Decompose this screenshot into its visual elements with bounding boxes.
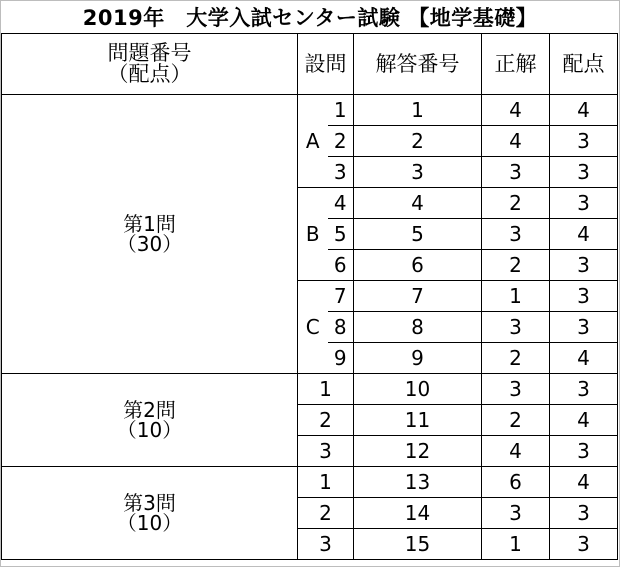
answer-number: 8 (354, 312, 482, 343)
answer-number: 15 (354, 529, 482, 560)
sub-question-number: 3 (298, 436, 354, 467)
sub-question-number: 2 (298, 498, 354, 529)
sub-question-number: 4 (328, 188, 354, 219)
answer-number: 5 (354, 219, 482, 250)
sub-question-number: 1 (328, 95, 354, 126)
points-value: 4 (550, 95, 618, 126)
sub-question-number: 3 (328, 157, 354, 188)
sub-question-number: 2 (328, 126, 354, 157)
sub-question-number: 5 (328, 219, 354, 250)
answer-table (1, 33, 618, 560)
question-group-cell (2, 374, 298, 467)
sub-question-number: 8 (328, 312, 354, 343)
answer-number: 4 (354, 188, 482, 219)
answer-number: 3 (354, 157, 482, 188)
answer-number: 13 (354, 467, 482, 498)
header-row (2, 34, 618, 95)
header-sub-question: 設問 (298, 34, 354, 95)
header-points-label: （配点） (107, 62, 192, 86)
points-value: 3 (550, 281, 618, 312)
points-value: 3 (550, 498, 618, 529)
section-label: C (298, 281, 328, 374)
correct-answer: 3 (482, 374, 550, 405)
header-question-number (2, 34, 298, 95)
section-label: B (298, 188, 328, 281)
question-group-name: 第2問 (123, 398, 176, 422)
points-value: 4 (550, 405, 618, 436)
correct-answer: 2 (482, 405, 550, 436)
sub-question-number: 3 (298, 529, 354, 560)
answer-number: 9 (354, 343, 482, 374)
sub-question-number: 9 (328, 343, 354, 374)
sub-question-number: 6 (328, 250, 354, 281)
points-value: 4 (550, 467, 618, 498)
points-value: 3 (550, 157, 618, 188)
sub-question-number: 7 (328, 281, 354, 312)
answer-number: 1 (354, 95, 482, 126)
correct-answer: 2 (482, 343, 550, 374)
table-row (2, 374, 618, 405)
correct-answer: 2 (482, 250, 550, 281)
correct-answer: 1 (482, 281, 550, 312)
question-group-name: 第3問 (123, 491, 176, 515)
answer-number: 2 (354, 126, 482, 157)
points-value: 3 (550, 250, 618, 281)
answer-number: 14 (354, 498, 482, 529)
header-question-number-label: 問題番号 (107, 41, 192, 65)
header-correct-answer: 正解 (482, 34, 550, 95)
sub-question-number: 1 (298, 374, 354, 405)
answer-number: 6 (354, 250, 482, 281)
correct-answer: 3 (482, 498, 550, 529)
sub-question-number: 1 (298, 467, 354, 498)
question-group-cell (2, 467, 298, 560)
answer-number: 7 (354, 281, 482, 312)
table-row (2, 467, 618, 498)
correct-answer: 4 (482, 95, 550, 126)
question-group-points: （10） (116, 511, 183, 535)
answer-number: 11 (354, 405, 482, 436)
correct-answer: 3 (482, 157, 550, 188)
correct-answer: 2 (482, 188, 550, 219)
question-group-cell (2, 95, 298, 374)
header-points: 配点 (550, 34, 618, 95)
section-label: A (298, 95, 328, 188)
answer-number: 12 (354, 436, 482, 467)
question-group-name: 第1問 (123, 212, 176, 236)
correct-answer: 4 (482, 126, 550, 157)
page-title: 2019年 大学入試センター試験 【地学基礎】 (82, 6, 538, 30)
points-value: 3 (550, 126, 618, 157)
question-group-points: （10） (116, 418, 183, 442)
header-answer-number: 解答番号 (354, 34, 482, 95)
points-value: 3 (550, 374, 618, 405)
answer-number: 10 (354, 374, 482, 405)
points-value: 3 (550, 529, 618, 560)
points-value: 3 (550, 436, 618, 467)
points-value: 4 (550, 219, 618, 250)
correct-answer: 3 (482, 312, 550, 343)
points-value: 3 (550, 312, 618, 343)
points-value: 4 (550, 343, 618, 374)
table-row (2, 95, 618, 126)
sub-question-number: 2 (298, 405, 354, 436)
correct-answer: 4 (482, 436, 550, 467)
question-group-points: （30） (116, 232, 183, 256)
correct-answer: 1 (482, 529, 550, 560)
correct-answer: 3 (482, 219, 550, 250)
correct-answer: 6 (482, 467, 550, 498)
points-value: 3 (550, 188, 618, 219)
